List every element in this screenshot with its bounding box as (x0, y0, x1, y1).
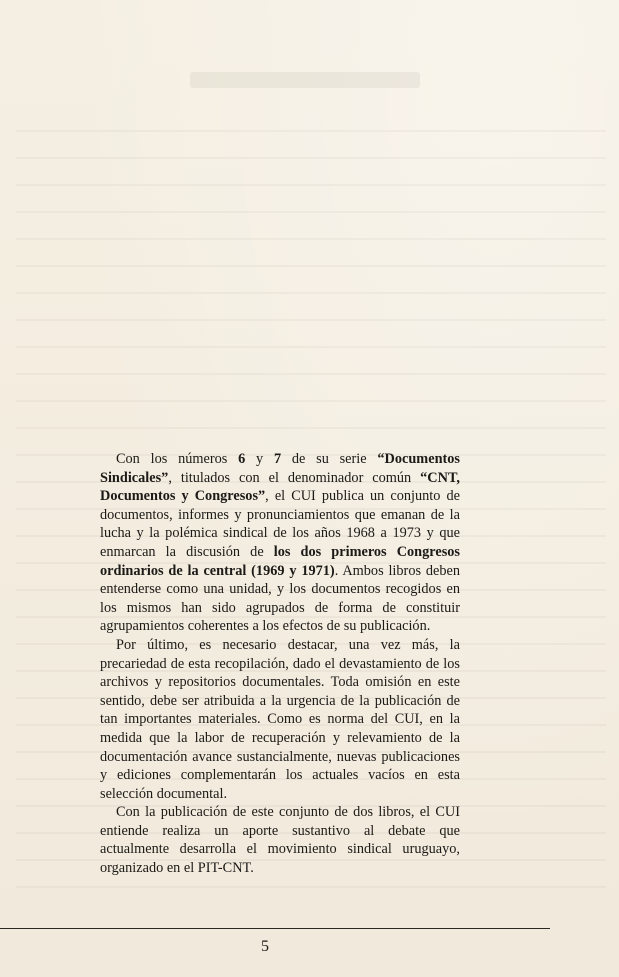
paragraph-3: Con la publicación de este conjunto de dos libros, el CUI entiende realiza un aporte sustantivo al debate que actualmente desarrolla el movimiento sindical uruguayo, organizado en el PIT-CNT. (100, 804, 460, 877)
p1-book-title: “CNT, Documentos y Congresos” (100, 469, 460, 505)
p1-text-2: y (245, 451, 274, 467)
introduction-text (100, 450, 460, 878)
p1-number-6: 6 (238, 451, 246, 467)
p1-text-4: , titulados con el denominador común (168, 469, 421, 486)
p1-text-1: Con los números (116, 451, 239, 467)
paragraph-2: Por último, es necesario destacar, una vez más, la precariedad de esta recopilación, dado el devastamiento de los archivos y repositorios documentales. Toda omisión en este sentido, debe ser atribuida a la urgencia de la publicación de tan importantes materiales. Como es norma del CUI, en la medida que la labor de recuperación y relevamiento de la documentación avance sustancialmente, nuevas publicaciones y ediciones complementarán los actuales vacíos en esta selección documental. (100, 636, 460, 802)
footer-rule (0, 928, 550, 929)
p1-text-3: de su serie (281, 451, 378, 467)
p1-series-name: “Documentos Sindicales” (100, 451, 460, 486)
page-number: 5 (261, 938, 269, 955)
p1-number-7: 7 (273, 451, 282, 467)
p1-congresos: los dos primeros Congresos ordinarios de la central (1969 y 1971) (100, 543, 460, 579)
p1-text-6: . Ambos libros deben entenderse como una unidad, y los documentos recogidos en los mismos han sido agrupados de forma de constituir agrupamientos coherentes a los efectos de su publicación. (100, 562, 460, 635)
bleed-through-heading (190, 72, 420, 88)
paragraph-1 (100, 450, 460, 636)
p1-text-5: , el CUI publica un conjunto de documentos, informes y pronunciamientos que emanan de la lucha y la polémica sindical de los años 1968 a 1973 y que enmarcan la discusión de (100, 488, 460, 560)
